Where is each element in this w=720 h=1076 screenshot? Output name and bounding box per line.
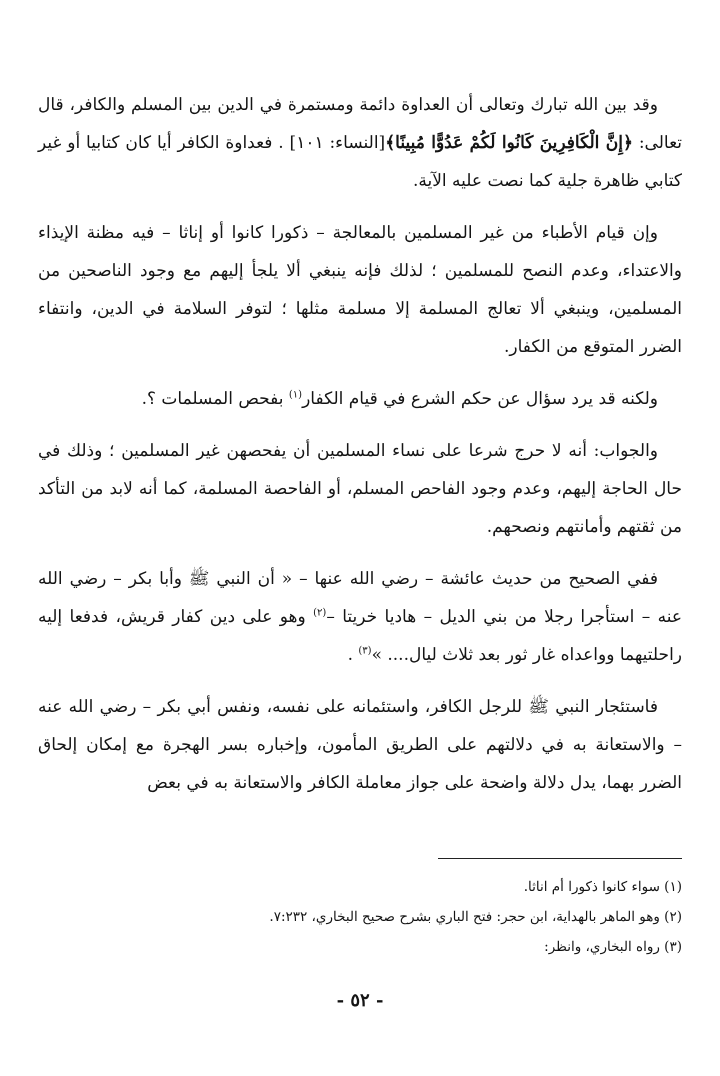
paragraph-5-end: .	[347, 645, 359, 665]
footnote-ref-2: (٢)	[313, 607, 327, 619]
footnote-1: (١) سواء كانوا ذكورا أم اناثا.	[523, 879, 682, 895]
paragraph-1-rest: [النساء: ١٠١] . فعداوة الكافر أيا كان كتابيا أو غير كتابي ظاهرة جلية كما نصت عليه الآية.	[38, 133, 682, 191]
main-text	[38, 86, 682, 816]
paragraph-3-end: بفحص المسلمات ؟.	[141, 389, 289, 409]
quran-verse: ﴿إِنَّ الْكَافِرِينَ كَانُوا لَكُمْ عَدُوًّا مُبِينًا﴾	[385, 133, 633, 153]
paragraph-5-mid: وهو على دين كفار قريش، فدفعا إليه راحلتيهما وواعداه غار ثور بعد ثلاث ليال.... »	[38, 607, 682, 665]
paragraph-4: والجواب: أنه لا حرج شرعا على نساء المسلمين أن يفحصهن غير المسلمين ؛ وذلك في حال الحاجة إليهم، وعدم وجود الفاحص المسلم، أو الفاحصة المسلمة، كما أنه لابد من التأكد من ثقتهم وأمانتهم ونصحهم.	[38, 441, 682, 537]
footnote-ref-1: (١)	[288, 389, 303, 401]
footnote-3: (٣) رواه البخاري، وانظر:	[544, 939, 682, 955]
footnote-ref-3: (٣)	[358, 645, 372, 657]
paragraph-5-text: ففي الصحيح من حديث عائشة – رضي الله عنها – « أن النبي ﷺ وأبا بكر – رضي الله عنه – استأجرا رجلا من بني الديل – هاديا خريتا –	[38, 569, 682, 627]
paragraph-3	[38, 380, 682, 418]
paragraph-6: فاستئجار النبي ﷺ للرجل الكافر، واستئمانه على نفسه، ونفس أبي بكر – رضي الله عنه – والاستعانة به في دلالتهم على الطريق المأمون، وإخباره بسر الهجرة مع إمكان إلحاق الضرر بهما، يدل دلالة واضحة على جواز معاملة الكافر والاستعانة به في بعض	[38, 697, 682, 793]
footnotes	[38, 872, 682, 962]
paragraph-3-text: ولكنه قد يرد سؤال عن حكم الشرع في قيام الكفار	[302, 389, 658, 409]
paragraph-5	[38, 560, 682, 674]
footnote-separator	[438, 858, 682, 859]
paragraph-1-intro: وقد بين الله تبارك وتعالى أن العداوة دائمة ومستمرة في الدين بين المسلم والكافر، قال تعالى:	[38, 95, 683, 153]
footnote-2: (٢) وهو الماهر بالهداية، ابن حجر: فتح الباري بشرح صحيح البخاري، ٧:٢٣٢.	[269, 909, 682, 925]
paragraph-1	[38, 86, 682, 200]
page-number: - ٥٢ -	[336, 990, 384, 1011]
paragraph-2: وإن قيام الأطباء من غير المسلمين بالمعالجة – ذكورا كانوا أو إناثا – فيه مظنة الإيذاء والاعتداء، وعدم النصح للمسلمين ؛ لذلك فإنه ينبغي ألا يلجأ إليهم مع وجود الناصحين من المسلمين، وينبغي ألا تعالج المسلمة إلا مسلمة مثلها ؛ لتوفر السلامة في الدين، وانتفاء الضرر المتوقع من الكفار.	[38, 223, 682, 357]
